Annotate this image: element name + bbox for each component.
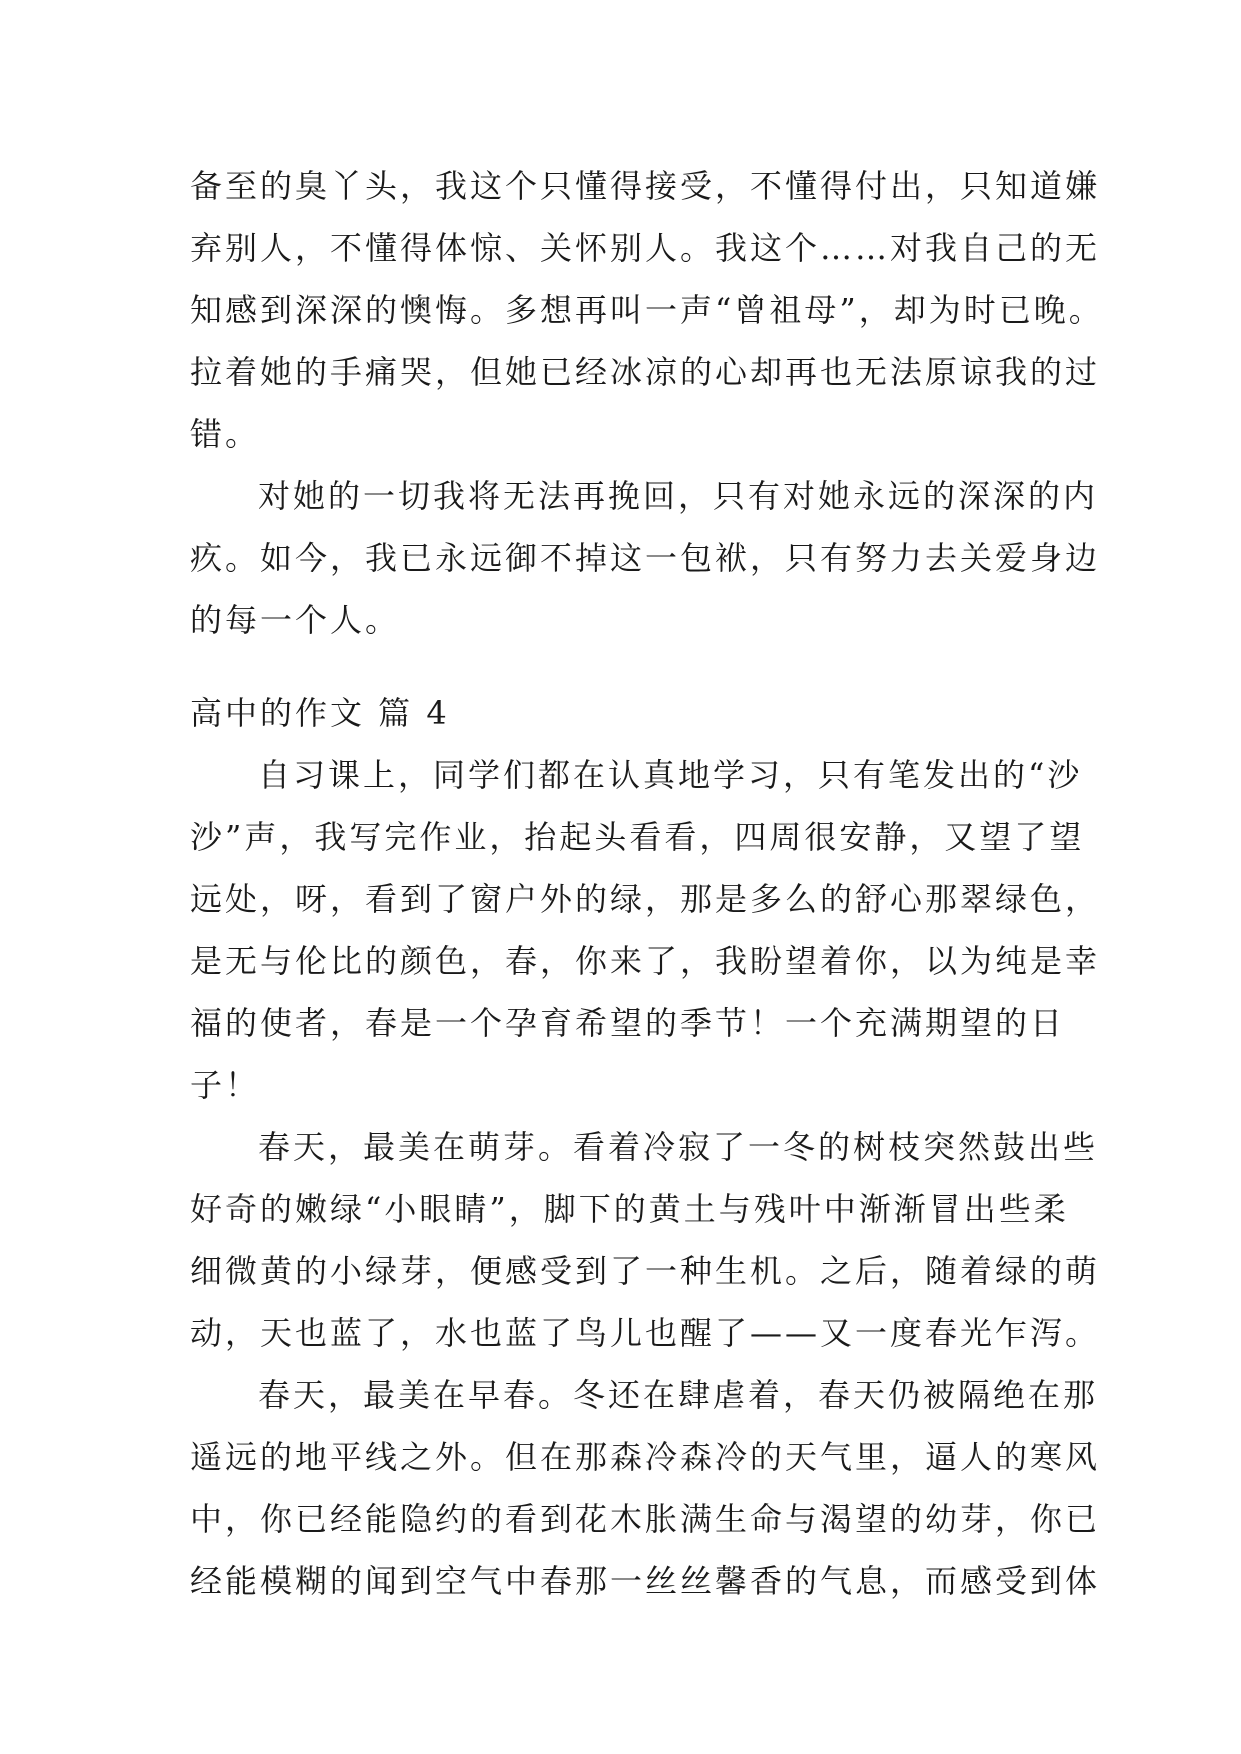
paragraph-3-line-5: 福的使者，春是一个孕育希望的季节！一个充满期望的日 (190, 1004, 1066, 1042)
paragraph-4-line-1: 春天，最美在萌芽。看着冷寂了一冬的树枝突然鼓出些 (258, 1128, 1099, 1166)
paragraph-1-line-2: 弃别人，不懂得体惊、关怀别人。我这个……对我自己的无 (190, 229, 1101, 267)
paragraph-5-line-3: 中，你已经能隐约的看到花木胀满生命与渴望的幼芽，你已 (190, 1500, 1101, 1538)
paragraph-4-line-2: 好奇的嫩绿“小眼睛”，脚下的黄土与残叶中渐渐冒出些柔 (190, 1190, 1069, 1228)
paragraph-4-line-3: 细微黄的小绿芽，便感受到了一种生机。之后，随着绿的萌 (190, 1252, 1101, 1290)
paragraph-1-line-3: 知感到深深的懊悔。多想再叫一声“曾祖母”，却为时已晚。 (190, 291, 1104, 329)
paragraph-2-line-3: 的每一个人。 (190, 601, 401, 639)
paragraph-5-line-2: 遥远的地平线之外。但在那森冷森冷的天气里，逼人的寒风 (190, 1438, 1101, 1476)
paragraph-2-line-1: 对她的一切我将无法再挽回，只有对她永远的深深的内 (258, 477, 1099, 515)
paragraph-4-line-4: 动，天也蓝了，水也蓝了鸟儿也醒了——又一度春光乍泻。 (190, 1314, 1101, 1352)
paragraph-1-line-4: 拉着她的手痛哭，但她已经冰凉的心却再也无法原谅我的过 (190, 353, 1101, 391)
paragraph-3-line-3: 远处，呀，看到了窗户外的绿，那是多么的舒心那翠绿色， (190, 880, 1101, 918)
paragraph-3-line-1: 自习课上，同学们都在认真地学习，只有笔发出的“沙 (258, 756, 1083, 794)
paragraph-1-line-5: 错。 (190, 415, 261, 453)
paragraph-5-line-1: 春天，最美在早春。冬还在肆虐着，春天仍被隔绝在那 (258, 1376, 1099, 1414)
paragraph-3-line-6: 子！ (190, 1066, 261, 1104)
paragraph-2-line-2: 疚。如今，我已永远御不掉这一包袱，只有努力去关爱身边 (190, 539, 1101, 577)
section-heading: 高中的作文 篇 4 (190, 694, 450, 732)
paragraph-1-line-1: 备至的臭丫头，我这个只懂得接受，不懂得付出，只知道嫌 (190, 167, 1101, 205)
paragraph-3-line-4: 是无与伦比的颜色，春，你来了，我盼望着你，以为纯是幸 (190, 942, 1101, 980)
paragraph-5-line-4: 经能模糊的闻到空气中春那一丝丝馨香的气息，而感受到体 (190, 1562, 1101, 1600)
paragraph-3-line-2: 沙”声，我写完作业，抬起头看看，四周很安静，又望了望 (190, 818, 1085, 856)
